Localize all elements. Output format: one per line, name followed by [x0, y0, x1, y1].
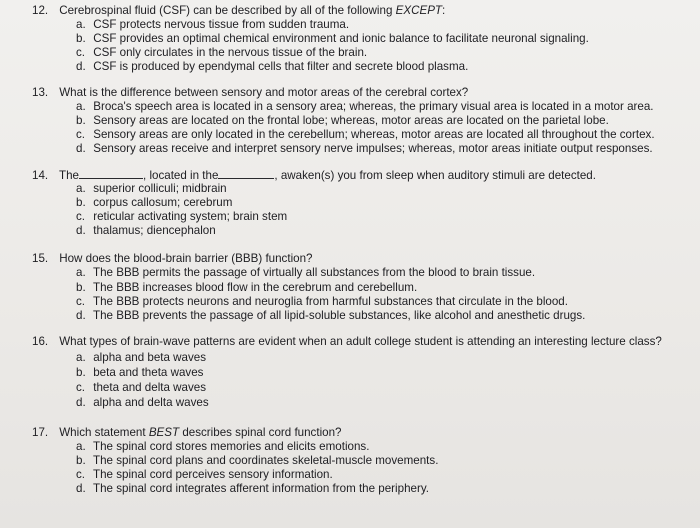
- option-b[interactable]: [76, 454, 438, 467]
- option-text: reticular activating system; brain stem: [93, 210, 288, 223]
- option-a[interactable]: [76, 440, 369, 453]
- stem-text-middle: , located in the: [143, 169, 219, 182]
- option-text: alpha and delta waves: [93, 396, 209, 409]
- option-letter: b.: [76, 32, 86, 45]
- option-text: CSF provides an optimal chemical environment and ionic balance to facilitate neuronal signaling.: [93, 32, 589, 45]
- stem-text-end: describes spinal cord function?: [179, 426, 342, 439]
- option-d[interactable]: [76, 396, 209, 409]
- option-letter: b.: [76, 454, 86, 467]
- option-text: thalamus; diencephalon: [93, 224, 216, 237]
- option-b[interactable]: [76, 281, 417, 294]
- option-letter: b.: [76, 366, 86, 379]
- option-d[interactable]: [76, 224, 216, 237]
- question-number: 14.: [32, 169, 49, 182]
- option-b[interactable]: [76, 366, 203, 379]
- option-text: superior colliculi; midbrain: [93, 182, 227, 195]
- option-letter: c.: [76, 46, 86, 59]
- option-text: beta and theta waves: [93, 366, 204, 379]
- question-number: 13.: [32, 86, 49, 99]
- question-stem: [32, 4, 445, 17]
- option-d[interactable]: [76, 309, 585, 322]
- answer-blank-2[interactable]: [218, 168, 274, 179]
- question-stem: [32, 426, 342, 439]
- option-d[interactable]: [76, 60, 468, 73]
- option-letter: a.: [76, 266, 86, 279]
- option-text: CSF protects nervous tissue from sudden trauma.: [93, 18, 350, 31]
- option-c[interactable]: [76, 46, 367, 59]
- stem-text-end: :: [442, 4, 446, 17]
- answer-blank-1[interactable]: [79, 168, 143, 179]
- option-text: The BBB increases blood flow in the cerebrum and cerebellum.: [93, 281, 418, 294]
- option-letter: d.: [76, 224, 86, 237]
- option-text: CSF only circulates in the nervous tissue of the brain.: [93, 46, 368, 59]
- option-text: Broca's speech area is located in a sensory area; whereas, the primary visual area is located in a motor area.: [93, 100, 654, 113]
- question-stem: [32, 335, 662, 348]
- option-c[interactable]: [76, 381, 206, 394]
- option-text: Sensory areas are only located in the cerebellum; whereas, motor areas are located all throughout the cortex.: [93, 128, 655, 141]
- option-text: The spinal cord integrates afferent information from the periphery.: [93, 482, 429, 495]
- option-text: corpus callosum; cerebrum: [93, 196, 233, 209]
- option-letter: d.: [76, 60, 86, 73]
- option-text: CSF is produced by ependymal cells that filter and secrete blood plasma.: [93, 60, 469, 73]
- option-letter: c.: [76, 381, 86, 394]
- option-letter: c.: [76, 128, 86, 141]
- option-letter: a.: [76, 100, 86, 113]
- option-c[interactable]: [76, 128, 655, 141]
- option-b[interactable]: [76, 196, 232, 209]
- option-text: The BBB protects neurons and neuroglia from harmful substances that circulate in the blood.: [93, 295, 568, 308]
- option-letter: c.: [76, 468, 86, 481]
- question-stem: [32, 168, 596, 182]
- option-letter: d.: [76, 396, 86, 409]
- question-stem: [32, 86, 468, 99]
- option-text: The BBB permits the passage of virtually all substances from the blood to brain tissue.: [93, 266, 536, 279]
- option-text: Sensory areas are located on the frontal lobe; whereas, motor areas are located on the parietal lobe.: [93, 114, 609, 127]
- stem-text: What types of brain-wave patterns are evident when an adult college student is attending an interesting lecture class?: [59, 335, 662, 348]
- question-number: 17.: [32, 426, 49, 439]
- stem-emphasis: BEST: [148, 426, 180, 439]
- stem-text: What is the difference between sensory and motor areas of the cerebral cortex?: [59, 86, 469, 99]
- stem-emphasis: EXCEPT: [395, 4, 443, 17]
- stem-text: Cerebrospinal fluid (CSF) can be described by all of the following: [59, 4, 396, 17]
- option-c[interactable]: [76, 468, 333, 481]
- option-letter: b.: [76, 196, 86, 209]
- option-text: alpha and beta waves: [93, 351, 207, 364]
- question-number: 15.: [32, 252, 49, 265]
- option-letter: a.: [76, 182, 86, 195]
- option-text: Sensory areas receive and interpret sensory nerve impulses; whereas, motor areas initiate output responses.: [93, 142, 653, 155]
- option-a[interactable]: [76, 100, 654, 113]
- option-letter: b.: [76, 114, 86, 127]
- option-letter: b.: [76, 281, 86, 294]
- option-letter: d.: [76, 309, 86, 322]
- stem-text: Which statement: [59, 426, 149, 439]
- option-text: The BBB prevents the passage of all lipid-soluble substances, like alcohol and anesthetic drugs.: [93, 309, 586, 322]
- option-letter: a.: [76, 18, 86, 31]
- option-letter: c.: [76, 295, 86, 308]
- question-stem: [32, 252, 313, 265]
- option-d[interactable]: [76, 142, 653, 155]
- option-b[interactable]: [76, 32, 589, 45]
- option-letter: a.: [76, 440, 86, 453]
- stem-text: How does the blood-brain barrier (BBB) function?: [59, 252, 313, 265]
- option-c[interactable]: [76, 210, 287, 223]
- option-b[interactable]: [76, 114, 609, 127]
- option-text: The spinal cord plans and coordinates skeletal-muscle movements.: [93, 454, 439, 467]
- option-letter: d.: [76, 482, 86, 495]
- option-letter: a.: [76, 351, 86, 364]
- stem-text-end: , awaken(s) you from sleep when auditory stimuli are detected.: [274, 169, 596, 182]
- option-a[interactable]: [76, 266, 535, 279]
- option-text: The spinal cord stores memories and elicits emotions.: [93, 440, 370, 453]
- option-a[interactable]: [76, 182, 227, 195]
- option-letter: d.: [76, 142, 86, 155]
- question-number: 16.: [32, 335, 49, 348]
- option-d[interactable]: [76, 482, 429, 495]
- question-number: 12.: [32, 4, 49, 17]
- option-text: theta and delta waves: [93, 381, 207, 394]
- stem-text: The: [59, 169, 79, 182]
- option-text: The spinal cord perceives sensory information.: [93, 468, 333, 481]
- option-a[interactable]: [76, 351, 206, 364]
- option-c[interactable]: [76, 295, 568, 308]
- option-a[interactable]: [76, 18, 349, 31]
- option-letter: c.: [76, 210, 86, 223]
